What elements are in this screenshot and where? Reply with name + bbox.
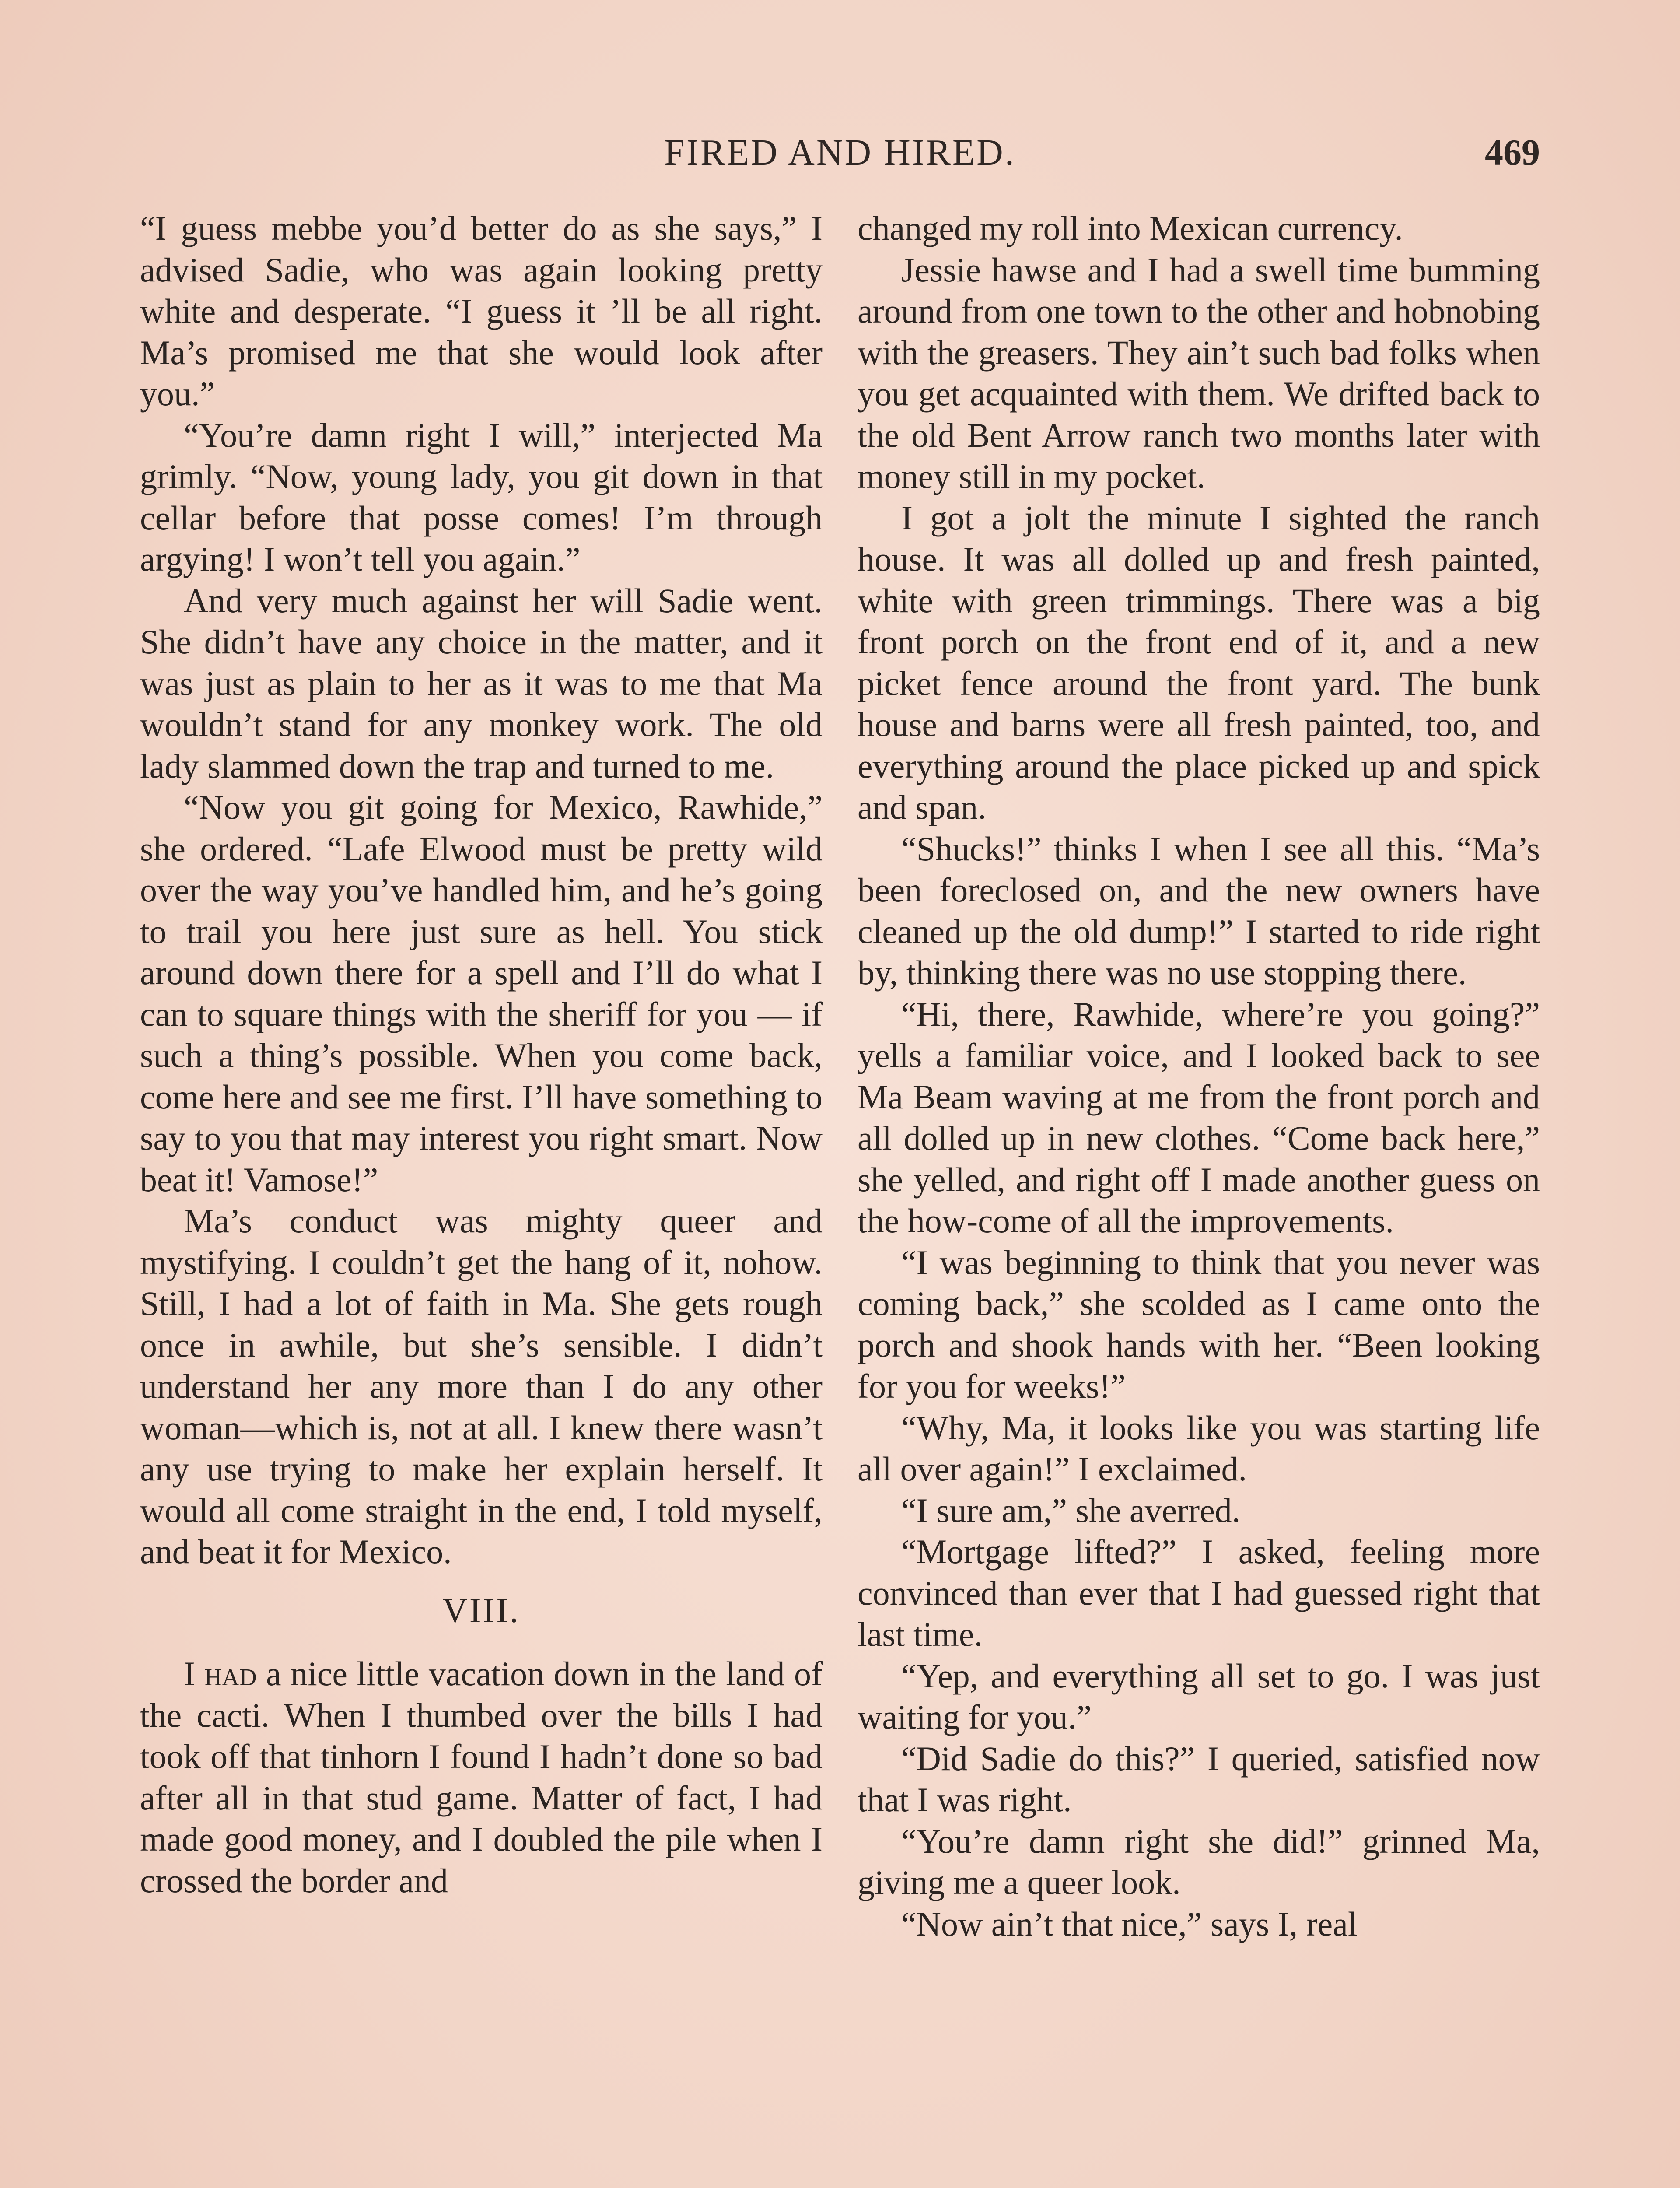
paragraph: “Now ain’t that nice,” says I, real (901, 1904, 1358, 1943)
paragraph: “You’re damn right she did!” grinned Ma, giving me a queer look. (858, 1822, 1540, 1901)
paragraph: “Yep, and everything all set to go. I was just waiting for you.” (858, 1656, 1540, 1736)
paragraph: “I sure am,” she averred. (901, 1491, 1241, 1529)
paragraph: “Why, Ma, it looks like you was starting life all over again!” I exclaimed. (858, 1408, 1540, 1488)
paragraph: “Hi, there, Rawhide, where’re you going?” yells a familiar voice, and I looked back to see Ma Beam waving at me from the front porch and all dolled up in new clothes. “Come back here,” she yelled, and right off I made another guess on the how-come of all the improvements. (858, 995, 1540, 1240)
paragraph: “Did Sadie do this?” I queried, satisfied now that I was right. (858, 1739, 1540, 1819)
paragraph: Ma’s conduct was mighty queer and mystifying. I couldn’t get the hang of it, nohow. Still, I had a lot of faith in Ma. She gets rough once in awhile, but she’s sensible. I didn’t understand her any more than I do any other woman—which is, not at all. I knew there wasn’t any use trying to make her explain herself. It would all come straight in the end, I told myself, and beat it for Mexico. (140, 1202, 822, 1571)
section-opening-paragraph (140, 1653, 822, 1901)
right-column (858, 208, 1540, 1945)
paragraph: changed my roll into Mexican currency. (858, 209, 1403, 247)
paragraph: I got a jolt the minute I sighted the ranch house. It was all dolled up and fresh painted, white with green trimmings. There was a big front porch on the front end of it, and a new picket fence around the front yard. The bunk house and barns were all fresh painted, too, and everything around the place picked up and spick and span. (858, 498, 1540, 826)
section-first-word: I had (184, 1655, 257, 1693)
paragraph: Jessie hawse and I had a swell time bumming around from one town to the other and hobnobing with the greasers. They ain’t such bad folks when you get acquainted with them. We drifted back to the old Bent Arrow ranch two months later with money still in my pocket. (858, 250, 1540, 495)
paragraph: “You’re damn right I will,” interjected Ma grimly. “Now, young lady, you git down in that cellar before that posse comes! I’m through argying! I won’t tell you again.” (140, 416, 822, 578)
section-paragraph-text: a nice little vacation down in the land of the cacti. When I thumbed over the bills I had took off that tinhorn I found I hadn’t done so bad after all in that stud game. Matter of fact, I had made good money, and I doubled the pile when I crossed the border and (140, 1655, 822, 1900)
running-title: FIRED AND HIRED. (664, 132, 1016, 173)
page-number: 469 (1485, 132, 1540, 173)
left-column (140, 208, 822, 1901)
paragraph: “Now you git going for Mexico, Rawhide,” she ordered. “Lafe Elwood must be pretty wild over the way you’ve handled him, and he’s going to trail you here just sure as hell. You stick around down there for a spell and I’ll do what I can to square things with the sheriff for you — if such a thing’s possible. When you come back, come here and see me first. I’ll have something to say to you that may interest you right smart. Now beat it! Vamose!” (140, 788, 822, 1199)
paragraph: “I was beginning to think that you never was coming back,” she scolded as I came onto the porch and shook hands with her. “Been looking for you for weeks!” (858, 1243, 1540, 1405)
paragraph: “Mortgage lifted?” I asked, feeling more convinced than ever that I had guessed right that last time. (858, 1532, 1540, 1653)
chapter-heading: VIII. (442, 1591, 520, 1630)
paragraph: “Shucks!” thinks I when I see all this. “Ma’s been foreclosed on, and the new owners have cleaned up the old dump!” I started to ride right by, thinking there was no use stopping there. (858, 829, 1540, 992)
paragraph: And very much against her will Sadie went. She didn’t have any choice in the matter, and it was just as plain to her as it was to me that Ma wouldn’t stand for any monkey work. The old lady slammed down the trap and turned to me. (140, 581, 822, 785)
page-header (140, 131, 1540, 184)
paragraph: “I guess mebbe you’d better do as she says,” I advised Sadie, who was again looking pretty white and desperate. “I guess it ’ll be all right. Ma’s promised me that she would look after you.” (140, 209, 822, 413)
